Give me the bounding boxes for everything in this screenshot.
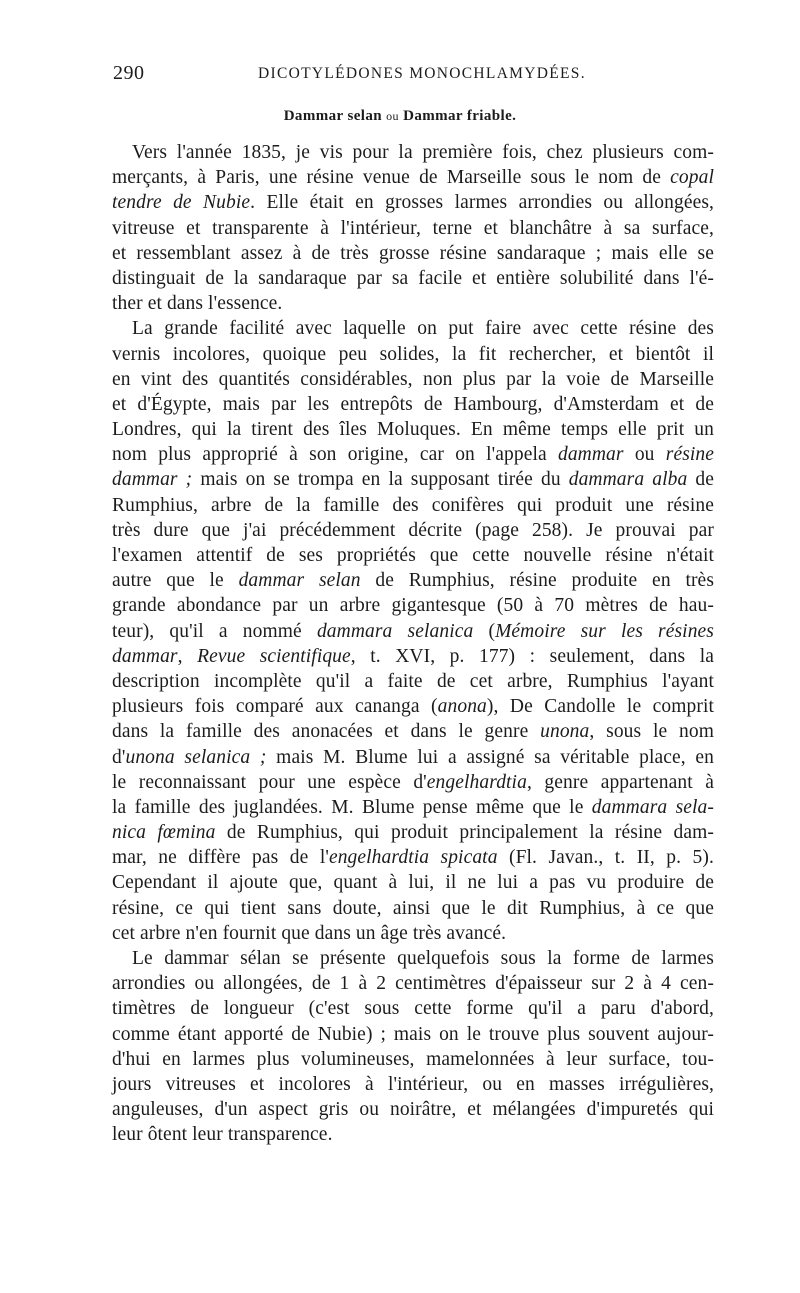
text-line: Rumphius, arbre de la famille des conifères qui produit une résine	[112, 494, 714, 516]
text-line: Londres, qui la tirent des îles Moluques. En même temps elle prit un	[112, 419, 714, 441]
running-title: DICOTYLÉDONES MONOCHLAMYDÉES.	[258, 65, 586, 82]
section-title-part2: Dammar friable.	[403, 108, 517, 124]
text-line: tendre de Nubie. Elle était en grosses larmes arrondies ou allongées,	[112, 192, 714, 214]
text-line: La grande facilité avec laquelle on put faire avec cette résine des	[132, 318, 714, 340]
text-line: jours vitreuses et incolores à l'intérieur, ou en masses irrégulières,	[112, 1073, 714, 1095]
text-line: anguleuses, d'un aspect gris ou noirâtre, et mélangées d'impuretés qui	[112, 1099, 714, 1121]
text-line: et ressemblant assez à de très grosse résine sandaraque ; mais elle se	[112, 242, 714, 264]
text-line: timètres de longueur (c'est sous cette forme qu'il a paru d'abord,	[112, 998, 714, 1020]
text-line: arrondies ou allongées, de 1 à 2 centimètres d'épaisseur sur 2 à 4 cen-	[112, 973, 714, 995]
text-line: nica fœmina de Rumphius, qui produit principalement la résine dam-	[112, 822, 714, 844]
text-line: comme étant apporté de Nubie) ; mais on le trouve plus souvent aujour-	[112, 1023, 714, 1045]
text-line: le reconnaissant pour une espèce d'engelhardtia, genre appartenant à	[112, 771, 714, 793]
text-line: autre que le dammar selan de Rumphius, résine produite en très	[112, 570, 715, 592]
running-head	[113, 62, 695, 88]
text-line: grande abondance par un arbre gigantesque (50 à 70 mètres de hau-	[112, 595, 714, 617]
text-line: teur), qu'il a nommé dammara selanica (Mémoire sur les résines	[112, 620, 714, 642]
text-line: en vint des quantités considérables, non plus par la voie de Marseille	[112, 368, 714, 390]
body-text	[112, 140, 714, 1148]
text-line: Vers l'année 1835, je vis pour la première fois, chez plusieurs com-	[132, 142, 714, 163]
page-number: 290	[113, 62, 145, 84]
text-line: l'examen attentif de ses propriétés que cette nouvelle résine n'était	[112, 545, 714, 566]
text-line: Le dammar sélan se présente quelquefois sous la forme de larmes	[132, 948, 714, 969]
text-line: cet arbre n'en fournit que dans un âge très avancé.	[112, 922, 507, 944]
text-line: dammar, Revue scientifique, t. XVI, p. 177) : seulement, dans la	[112, 645, 714, 667]
text-line: et d'Égypte, mais par les entrepôts de Hambourg, d'Amsterdam et de	[112, 393, 714, 415]
text-line: description incomplète qu'il a faite de cet arbre, Rumphius l'ayant	[112, 670, 714, 692]
text-line: vernis incolores, quoique peu solides, la fit rechercher, et bientôt il	[112, 343, 714, 365]
section-title-joiner: ou	[386, 109, 399, 123]
text-line: dammar ; mais on se trompa en la supposant tirée du dammara alba de	[112, 469, 714, 491]
text-line: la famille des juglandées. M. Blume pense même que le dammara sela-	[112, 796, 714, 818]
section-heading	[0, 108, 800, 125]
text-line: Cependant il ajoute que, quant à lui, il ne lui a pas vu produire de	[112, 872, 714, 894]
text-line: vitreuse et transparente à l'intérieur, terne et blanchâtre à sa surface,	[112, 217, 714, 239]
text-line: résine, ce qui tient sans doute, ainsi que le dit Rumphius, à ce que	[112, 897, 714, 919]
text-line: plusieurs fois comparé aux cananga (anona), De Candolle le comprit	[112, 696, 714, 718]
text-line: merçants, à Paris, une résine venue de Marseille sous le nom de copal	[112, 167, 714, 189]
text-line: d'hui en larmes plus volumineuses, mamelonnées à leur surface, tou-	[112, 1048, 714, 1070]
text-line: distinguait de la sandaraque par sa facile et entière solubilité dans l'é-	[112, 267, 714, 289]
text-line: ther et dans l'essence.	[112, 293, 283, 315]
text-line: très dure que j'ai précédemment décrite (page 258). Je prouvai par	[112, 519, 714, 541]
text-line: nom plus approprié à son origine, car on l'appela dammar ou résine	[112, 444, 715, 466]
text-line: leur ôtent leur transparence.	[112, 1124, 333, 1146]
text-line: dans la famille des anonacées et dans le genre unona, sous le nom	[112, 721, 714, 743]
section-title-part1: Dammar selan	[283, 108, 382, 124]
text-line: mar, ne diffère pas de l'engelhardtia spicata (Fl. Javan., t. II, p. 5).	[112, 847, 714, 869]
text-line: d'unona selanica ; mais M. Blume lui a assigné sa véritable place, en	[112, 746, 715, 768]
